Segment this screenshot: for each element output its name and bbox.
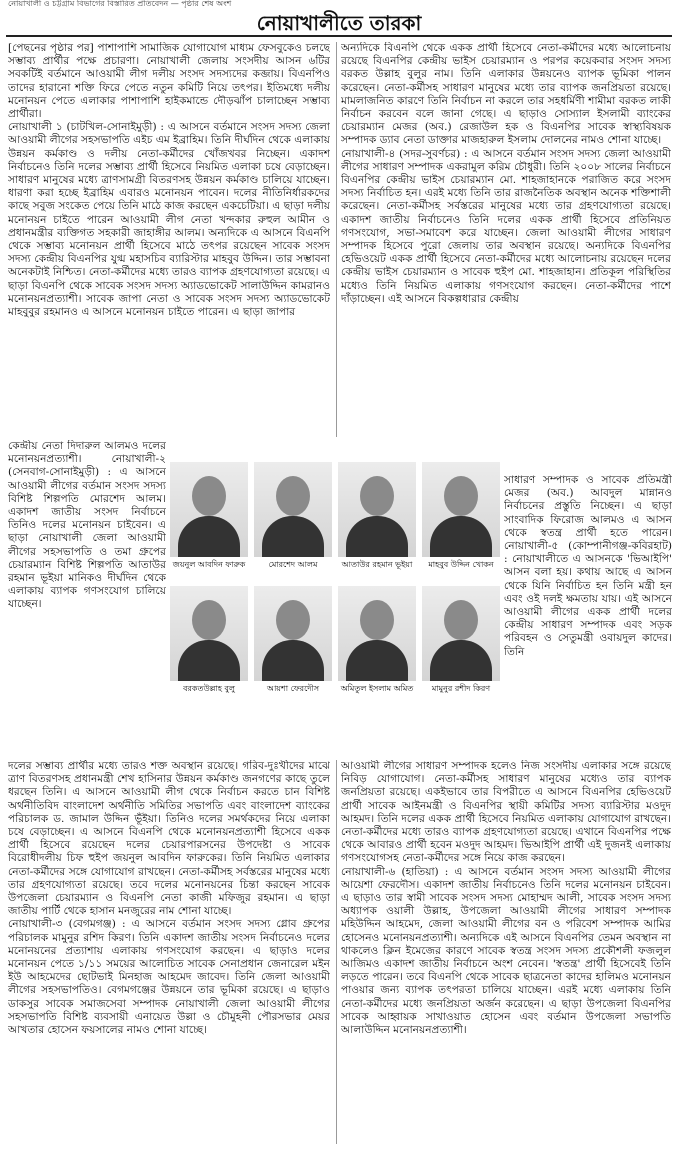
column-left-bottom	[8, 760, 330, 1144]
column-right-bottom	[341, 760, 671, 1144]
photo-caption: মাহবুব উদ্দিন খোকন	[428, 560, 494, 569]
portrait-image	[338, 586, 416, 681]
top-strip-text: নোয়াখালী ও চট্টগ্রাম বিভাগের বিস্তারিত প্রতিবেদন — পৃষ্ঠার শেষ অংশ	[8, 0, 232, 8]
candidate-photo	[338, 586, 416, 694]
paragraph: দলের সম্ভাব্য প্রার্থীর মধ্যে তারও শক্ত অবস্থান রয়েছে। গরিব-দুঃখীদের মাঝে ত্রাণ বিতরণসহ প্রধানমন্ত্রী শেখ হাসিনার উন্নয়ন কর্মকাণ্ড জনগণের কাছে তুলে ধরছেন তিনি। এ আসনে আওয়ামী লীগ থেকে নির্বাচন করতে চান বিশিষ্ট অর্থনীতিবিদ বাংলাদেশ অর্থনীতি সমিতির সভাপতি এবং বাংলাদেশ ব্যাংকের পরিচালক ড. জামাল উদ্দিন ভূঁইয়া। তিনিও দলের সমর্থকদের নিয়ে এলাকা চষে বেড়াচ্ছেন। এ আসনে বিএনপি থেকে মনোনয়নপ্রত্যাশী হিসেবে একক প্রার্থী হিসেবে রয়েছেন দলের চেয়ারপারসনের উপদেষ্টা ও সাবেক বিরোধীদলীয় চিফ হুইপ জয়নুল আবদিন ফারুকের। তিনি নিয়মিত এলাকার নেতা-কর্মীদের সঙ্গে যোগাযোগ রাখছেন। নেতা-কর্মীসহ সর্বস্তরের মানুষের মধ্যে তার গ্রহণযোগ্যতা রয়েছে। তবে দলের মনোনয়নের চিন্তা করছেন সাবেক উপজেলা চেয়ারম্যান ও বিএনপি নেতা কাজী মফিজুর রহমান। এ ছাড়া জাতীয় পার্টি থেকে হাসান মনজুরের নাম শোনা যাচ্ছে।	[8, 760, 330, 918]
column-divider	[336, 42, 337, 437]
headline-text: নোয়াখালীতে তারকা	[256, 11, 422, 35]
column-divider	[336, 760, 337, 1144]
portrait-image	[338, 462, 416, 557]
paragraph: নোয়াখালী ১ (চাটখিল-সোনাইমুড়ী) : এ আসনে বর্তমানে সংসদ সদস্য জেলা আওয়ামী লীগের সহসভাপতি এইচ এম ইব্রাহিম। তিনি দীর্ঘদিন থেকে এলাকায় উন্নয়ন কর্মকাণ্ড ও দলীয় নেতা-কর্মীদের খোঁজখবর নিচ্ছেন। একাদশ নির্বাচনেও তিনি দলের সম্ভাব্য প্রার্থী হিসেবে নিয়মিত এলাকা চষে বেড়াচ্ছেন। সাধারণ মানুষের মধ্যে ত্রাণসামগ্রী বিতরণসহ উন্নয়ন কর্মকাণ্ড চালিয়ে যাচ্ছেন। ধারণা করা হচ্ছে ইব্রাহিম এবারও মনোনয়ন পাবেন। দলের নীতিনির্ধারকদের কাছে সবুজ সংকেত পেয়ে তিনি মাঠে কাজ করছেন একচেটিয়া। এ ছাড়া দলীয় মনোনয়ন চাইতে পারেন আওয়ামী লীগ নেতা খন্দকার রুহুল আমীন ও প্রধানমন্ত্রীর ব্যক্তিগত সহকারী জাহাঙ্গীর আলম। অন্যদিকে এ আসনে বিএনপি থেকে সম্ভাব্য মনোনয়ন প্রার্থী হিসেবে মাঠে তৎপর রয়েছেন সাবেক সংসদ সদস্য কেন্দ্রীয় বিএনপির যুগ্ম মহাসচিব ব্যারিস্টার মাহবুব উদ্দিন। তার সম্ভাবনা অনেকটাই নিশ্চিত। নেতা-কর্মীদের মধ্যে তারও ব্যাপক গ্রহণযোগ্যতা রয়েছে। এ ছাড়া বিএনপি থেকে সাবেক সংসদ সদস্য অ্যাডভোকেট সালাউদ্দিন কামরানও মনোনয়নপ্রত্যাশী। সাবেক জাপা নেতা ও সাবেক সংসদ সদস্য অ্যাডভোকেট মাহবুবুর রহমানও এ আসনে মনোনয়ন চাইতে পারেন। এ ছাড়া জাপার	[8, 121, 330, 319]
portrait-image	[170, 586, 248, 681]
portrait-image	[254, 586, 332, 681]
paragraph: কেন্দ্রীয় নেতা দিদারুল আলমও দলের মনোনয়নপ্রত্যাশী। নোয়াখালী-২ (সেনবাগ-সোনাইমুড়ী) : এ আসনে আওয়ামী লীগের বর্তমান সংসদ সদস্য বিশিষ্ট শিল্পপতি মোরশেদ আলম। একাদশ জাতীয় সংসদ নির্বাচনে তিনিও দলের মনোনয়ন চাইবেন। এ ছাড়া নোয়াখালী জেলা আওয়ামী লীগের সহসভাপতি ও তমা গ্রুপের চেয়ারম্যান বিশিষ্ট শিল্পপতি আতাউর রহমান ভূইয়া মানিকও দীর্ঘদিন থেকে এলাকায় ব্যাপক গণসংযোগ চালিয়ে যাচ্ছেন।	[8, 440, 166, 611]
paragraph: নোয়াখালী-৪ (সদর-সুবর্ণচর) : এ আসনে বর্তমান সংসদ সদস্য জেলা আওয়ামী লীগের সাধারণ সম্পাদক একরামুল করিম চৌধুরী। তিনি ২০০৮ সালের নির্বাচনে বিএনপির কেন্দ্রীয় ভাইস চেয়ারম্যান মো. শাহজাহানকে পরাজিত করে সংসদ সদস্য নির্বাচিত হন। এরই মধ্যে তিনি তার রাজনৈতিক অবস্থান অনেক শক্তিশালী করেছেন। নেতা-কর্মীসহ সর্বস্তরের মানুষের মধ্যে তার গ্রহণযোগ্যতা রয়েছে। একাদশ জাতীয় নির্বাচনেও তিনি দলের একক প্রার্থী হিসেবে প্রতিনিয়ত গণসংযোগ, সভা-সমাবেশ করে যাচ্ছেন। জেলা আওয়ামী লীগের সাধারণ সম্পাদক হিসেবে পুরো জেলায় তার অবস্থান রয়েছে। অন্যদিকে বিএনপির হেভিওয়েট একক প্রার্থী হিসেবে নেতা-কর্মীদের মধ্যে আলোচনায় রয়েছেন দলের কেন্দ্রীয় ভাইস চেয়ারম্যান ও সাবেক হুইপ মো. শাহজাহান। প্রতিকূল পরিস্থিতির মধ্যেও তিনি নিয়মিত এলাকায় গণসংযোগ করছেন। নেতা-কর্মীদের পাশে দাঁড়াচ্ছেন। এই আসনে বিকল্পধারার কেন্দ্রীয়	[341, 147, 671, 305]
paragraph: নোয়াখালী-৬ (হাতিয়া) : এ আসনে বর্তমান সংসদ সদস্য আওয়ামী লীগের আয়েশা ফেরদৌস। একাদশ জাতীয় নির্বাচনেও তিনি দলের মনোনয়ন চাইবেন। এ ছাড়াও তার স্বামী সাবেক সংসদ সদস্য মোহাম্মদ আলী, সাবেক সংসদ সদস্য অধ্যাপক ওয়ালী উল্লাহ, উপজেলা আওয়ামী লীগের সাধারণ সম্পাদক মহিউদ্দিন আহমেদ, জেলা আওয়ামী লীগের বন ও পরিবেশ সম্পাদক আমির হোসেনও মনোনয়নপ্রত্যাশী। অন্যদিকে এই আসনে বিএনপির তেমন অবস্থান না থাকলেও ক্লিন ইমেজের কারণে সাবেক স্বতন্ত্র সংসদ সদস্য প্রকৌশলী ফজলুল আজিমও একাদশ জাতীয় নির্বাচনে অংশ নেবেন। 'স্বতন্ত্র' প্রার্থী হিসেবেই তিনি লড়তে পারেন। তবে বিএনপি থেকে সাবেক ছাত্রনেতা কাদের হালিমও মনোনয়ন পাওয়ার জন্য ব্যাপক তৎপরতা চালিয়ে যাচ্ছেন। এরই মধ্যে এলাকায় তিনি নেতা-কর্মীদের মধ্যে জনপ্রিয়তা অর্জন করেছেন। এ ছাড়া উপজেলা বিএনপির সাবেক আহ্বায়ক সাখাওয়াত হোসেন এবং বর্তমান উপজেলা সভাপতি আলাউদ্দিন মনোনয়নপ্রত্যাশী।	[341, 865, 671, 1037]
column-narrow-left	[8, 440, 166, 760]
photo-caption: মোরশেদ আলম	[268, 560, 318, 569]
paragraph: নোয়াখালী-৩ (বেগমগঞ্জ) : এ আসনে বর্তমান সংসদ সদস্য গ্লোব গ্রুপের পরিচালক মামুনুর রশিদ কিরণ। তিনি একাদশ জাতীয় সংসদ নির্বাচনেও দলের মনোনয়নের প্রত্যাশায় এলাকায় গণসংযোগ করছেন। এ ছাড়াও দলের মনোনয়ন পেতে ১/১১ সময়ের আলোচিত সাবেক সেনাপ্রধান জেনারেল মইন ইউ আহমেদের ছোটভাই মিনহাজ আহমেদ জাবেদ। তিনি জেলা আওয়ামী লীগের সহসভাপতিও। বেগমগঞ্জের উন্নয়নে তার ভূমিকা রয়েছে। এ ছাড়াও ডাকসুর সাবেক সমাজসেবা সম্পাদক নোয়াখালী জেলা আওয়ামী লীগের সহসভাপতি বিশিষ্ট ব্যবসায়ী এনায়েত উল্লা ও চৌমুহনী পৌরসভার মেয়র আখতার হোসেন ফয়সালের নামও শোনা যাচ্ছে।	[8, 918, 330, 1037]
photo-caption: বরকতউল্লাহ বুলু	[183, 684, 235, 693]
photo-caption: অমিতুল ইসলাম অমিত	[340, 684, 414, 693]
candidate-photo	[170, 462, 248, 570]
candidate-photo	[422, 586, 500, 694]
article-headline	[6, 9, 672, 37]
column-right-top	[341, 42, 671, 470]
column-left-top	[8, 42, 330, 438]
portrait-image	[422, 586, 500, 681]
column-narrow-right	[504, 474, 672, 762]
paragraph: [পেছনের পৃষ্ঠার পর] পাশাপাশি সামাজিক যোগাযোগ মাধ্যম ফেসবুকেও চলছে সম্ভাব্য প্রার্থীর পক্ষে প্রচারণা। নোয়াখালী জেলায় সংসদীয় আসন ৬টির সবকটিই বর্তমানে আওয়ামী লীগ দলীয় সংসদ সদস্যদের কব্জায়। বিএনপিও তাদের হারানো শক্তি ফিরে পেতে নতুন কমিটি নিয়ে তৎপর। ইতিমধ্যে দলীয় মনোনয়ন পেতে এলাকার পাশাপাশি হাইকমান্ডে দৌড়ঝাঁপ চালাচ্ছেন সম্ভাব্য প্রার্থীরা।	[8, 42, 330, 121]
photo-caption: মামুনুর রশীদ কিরণ	[431, 684, 491, 693]
paragraph: সাধারণ সম্পাদক ও সাবেক প্রতিমন্ত্রী মেজর (অব.) আবদুল মান্নানও নির্বাচনের প্রস্তুতি নিচ্ছেন। এ ছাড়া সাংবাদিক ফিরোজ আলমও এ আসন থেকে স্বতন্ত্র প্রার্থী হতে পারেন। নোয়াখালী-৫ (কোম্পানীগঞ্জ-কবিরহাট) : নোয়াখালীতে এ আসনকে 'ভিআইপি' আসন বলা হয়। কথায় আছে এ আসন থেকে যিনি নির্বাচিত হন তিনি মন্ত্রী হন এবং ওই দলই ক্ষমতায় যায়। এই আসনে আওয়ামী লীগের একক প্রার্থী দলের কেন্দ্রীয় সাধারণ সম্পাদক এবং সড়ক পরিবহন ও সেতুমন্ত্রী ওবায়দুল কাদের। তিনি	[504, 474, 672, 658]
candidate-photo	[422, 462, 500, 570]
photo-caption: আতাউর রহমান ভূইয়া	[341, 560, 413, 569]
candidate-photos	[170, 462, 500, 702]
portrait-image	[254, 462, 332, 557]
portrait-image	[170, 462, 248, 557]
candidate-photo	[338, 462, 416, 570]
photo-caption: আয়শা ফেরদৌস	[266, 684, 320, 693]
paragraph: আওয়ামী লীগের সাধারণ সম্পাদক হলেও নিজ সংসদীয় এলাকার সঙ্গে রয়েছে নিবিড় যোগাযোগ। নেতা-কর্মীসহ সাধারণ মানুষের মধ্যেও তার ব্যাপক জনপ্রিয়তা রয়েছে। একইভাবে তার বিপরীতে এ আসনে বিএনপির হেভিওয়েট প্রার্থী সাবেক আইনমন্ত্রী ও বিএনপির স্থায়ী কমিটির সদস্য ব্যারিস্টার মওদুদ আহমদ। তিনি দলের একক প্রার্থী হিসেবে নিয়মিত এলাকায় যোগাযোগ রাখছেন। নেতা-কর্মীদের মধ্যে তারও ব্যাপক গ্রহণযোগ্যতা রয়েছে। এখানে বিএনপির পক্ষে থেকে আবারও প্রার্থী হবেন মওদুদ আহমদ। ভিআইপি প্রার্থী এই দুজনই এলাকায় গণসংযোগসহ নেতা-কর্মীদের সঙ্গে নিয়ে কাজ করছেন।	[341, 760, 671, 865]
candidate-photo	[254, 462, 332, 570]
candidate-photo	[170, 586, 248, 694]
photo-caption: জয়নুল আবদিন ফারুক	[172, 560, 246, 569]
paragraph: অন্যদিকে বিএনপি থেকে একক প্রার্থী হিসেবে নেতা-কর্মীদের মধ্যে আলোচনায় রয়েছে বিএনপির কেন্দ্রীয় ভাইস চেয়ারম্যান ও পরপর কয়েকবার সংসদ সদস্য বরকত উল্লাহ বুলুর নাম। তিনি এলাকার উন্নয়নেও ব্যাপক ভূমিকা পালন করেছেন। নেতা-কর্মীসহ সাধারণ মানুষের মধ্যে তার ব্যাপক জনপ্রিয়তা রয়েছে। মামলাজনিত কারণে তিনি নির্বাচন না করলে তার সহধর্মিণী শামীমা বরকত লাকী নির্বাচন করবেন বলে জানা গেছে। এ ছাড়াও সোস্যাল ইসলামী ব্যাংকের চেয়ারম্যান মেজর (অব.) রেজাউল হক ও বিএনপির সাবেক স্বাস্থ্যবিষয়ক সম্পাদক ড্যাব নেতা ডাক্তার মাজহারুল ইসলাম দোলনের নামও শোনা যাচ্ছে।	[341, 42, 671, 147]
candidate-photo	[254, 586, 332, 694]
portrait-image	[422, 462, 500, 557]
